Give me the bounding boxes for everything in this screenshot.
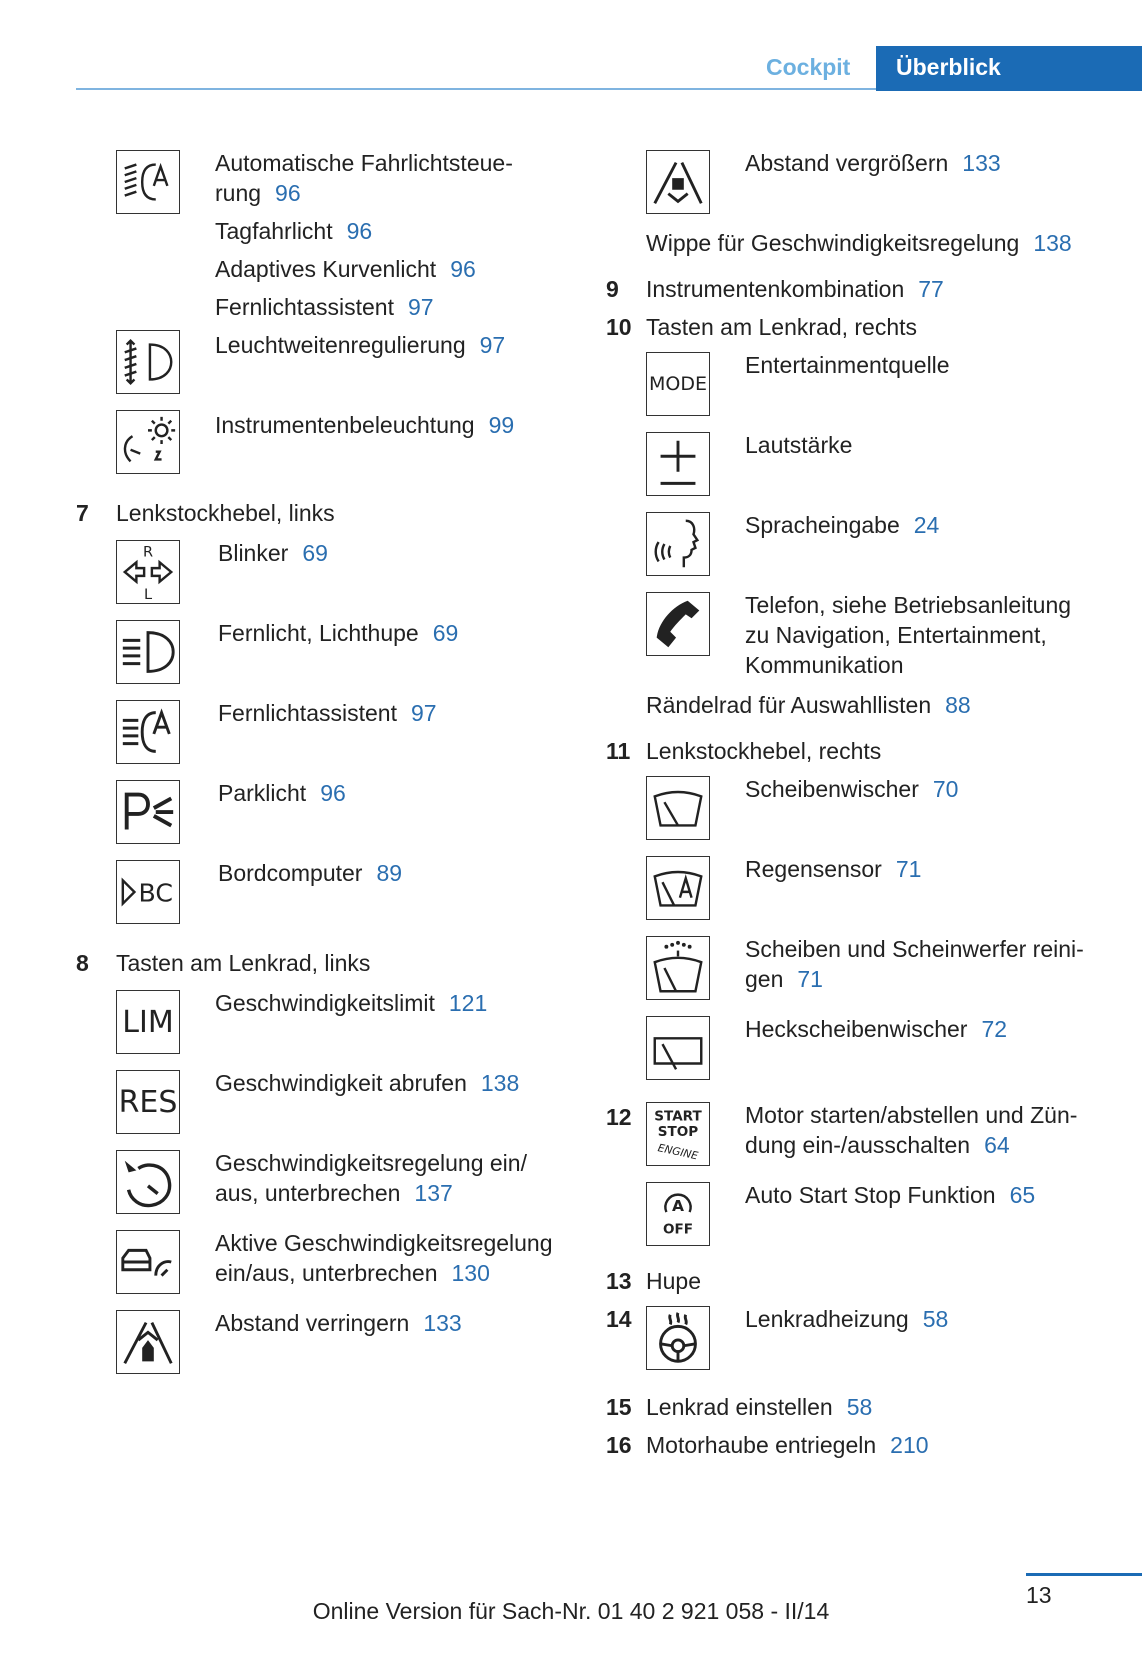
- section-number: 15: [606, 1394, 632, 1420]
- rain-sensor-icon: [646, 856, 710, 920]
- section-heading: Hupe: [646, 1268, 701, 1294]
- list-item: [215, 330, 505, 360]
- list-item: [745, 774, 958, 804]
- icon-text-start: START: [654, 1108, 702, 1125]
- page-ref[interactable]: 133: [962, 150, 1001, 176]
- item-label: gen: [745, 966, 784, 992]
- list-item: [215, 410, 514, 440]
- list-item: [218, 618, 458, 648]
- section-heading: Tasten am Lenkrad, links: [116, 950, 371, 976]
- item-label: Aktive Geschwindigkeitsregelung: [215, 1230, 553, 1256]
- voice-input-icon: [646, 512, 710, 576]
- headlight-range-icon: [116, 330, 180, 394]
- list-item: [745, 1180, 1035, 1210]
- item-label: ein/aus, unterbrechen: [215, 1260, 438, 1286]
- mode-icon: [646, 352, 710, 416]
- list-item: [745, 620, 1047, 650]
- page-ref[interactable]: 89: [376, 860, 403, 886]
- item-label: Geschwindigkeit abrufen: [215, 1070, 467, 1096]
- list-item: [745, 350, 950, 380]
- footer-text: Online Version für Sach-Nr. 01 40 2 921 058 - II/14: [312, 1598, 830, 1624]
- page-ref[interactable]: 99: [488, 412, 515, 438]
- section-heading: Tasten am Lenkrad, rechts: [646, 314, 918, 340]
- item-label: Blinker: [218, 540, 289, 566]
- steering-heating-icon: [646, 1306, 710, 1370]
- item-label: Rändelrad für Auswahllisten: [646, 692, 932, 718]
- bc-icon: [116, 860, 180, 924]
- icon-text-stop: STOP: [657, 1123, 699, 1140]
- start-stop-icon: [646, 1102, 710, 1166]
- list-item: [215, 292, 434, 322]
- list-item: [745, 854, 921, 884]
- page-ref[interactable]: 69: [302, 540, 328, 566]
- instrument-lighting-icon: [116, 410, 180, 474]
- auto-headlight-icon: [116, 150, 180, 214]
- page-ref[interactable]: 138: [1033, 230, 1072, 256]
- list-item: [215, 1178, 453, 1208]
- list-item: [646, 690, 971, 720]
- icon-letter-l: L: [143, 587, 153, 603]
- list-item: [218, 538, 328, 568]
- item-label: Geschwindigkeitsregelung ein/: [215, 1150, 527, 1176]
- list-item: [215, 1308, 462, 1338]
- page-ref[interactable]: 96: [346, 218, 373, 244]
- rear-wiper-icon: [646, 1016, 710, 1080]
- item-label: Fernlichtassistent: [215, 294, 394, 320]
- item-label: Lenkradheizung: [745, 1306, 909, 1332]
- high-beam-assist-icon: [116, 700, 180, 764]
- footer-rule: [1026, 1573, 1142, 1576]
- page-ref[interactable]: 24: [913, 512, 940, 538]
- item-label: Abstand vergrößern: [745, 150, 949, 176]
- item-label: Fernlicht, Lichthupe: [218, 620, 419, 646]
- item-label: rung: [215, 180, 262, 206]
- item-label: aus, unterbrechen: [215, 1180, 401, 1206]
- list-item: [745, 510, 939, 540]
- phone-icon: [646, 592, 710, 656]
- page-ref[interactable]: 64: [984, 1132, 1010, 1158]
- list-item: [215, 254, 476, 284]
- icon-text: LIM: [122, 1004, 174, 1040]
- list-item: [745, 1100, 1077, 1130]
- parking-light-icon: [116, 780, 180, 844]
- page-ref[interactable]: 138: [480, 1070, 520, 1096]
- item-label: zu Navigation, Entertainment,: [745, 622, 1047, 648]
- icon-letter-r: R: [142, 544, 154, 561]
- distance-decrease-icon: [116, 1310, 180, 1374]
- item-label: Scheibenwischer: [745, 776, 919, 802]
- list-item: [218, 858, 402, 888]
- item-label: Instrumentenkombination: [646, 276, 905, 302]
- list-item: [215, 178, 301, 208]
- volume-icon: [646, 432, 710, 496]
- item-label: Motorhaube entriegeln: [646, 1432, 877, 1458]
- item-label: Spracheingabe: [745, 512, 900, 538]
- list-item: [218, 698, 437, 728]
- list-item: [745, 650, 904, 680]
- item-label: Geschwindigkeitslimit: [215, 990, 435, 1016]
- page-ref[interactable]: 210: [890, 1432, 929, 1458]
- section-number: 9: [606, 276, 619, 302]
- icon-text-engine: ENGINE: [656, 1141, 700, 1163]
- item-label: Motor starten/abstellen und Zün-: [745, 1102, 1078, 1128]
- page-ref[interactable]: 65: [1009, 1182, 1036, 1208]
- item-label: Kommunikation: [745, 652, 904, 678]
- page-ref[interactable]: 97: [479, 332, 506, 358]
- page-ref[interactable]: 77: [918, 276, 944, 302]
- list-item: [745, 1014, 1007, 1044]
- page-ref[interactable]: 133: [423, 1310, 462, 1336]
- item-label: Parklicht: [218, 780, 307, 806]
- list-item: [745, 1130, 1010, 1160]
- section-number: 7: [76, 500, 89, 526]
- list-item: [745, 430, 852, 460]
- item-label: Heckscheibenwischer: [745, 1016, 968, 1042]
- section-number: 12: [606, 1104, 632, 1130]
- page-ref[interactable]: 96: [320, 780, 346, 806]
- icon-text: RES: [118, 1084, 178, 1120]
- res-icon: [116, 1070, 180, 1134]
- list-item: [215, 148, 513, 178]
- page-ref[interactable]: 137: [414, 1180, 453, 1206]
- item-label: Wippe für Geschwindigkeitsregelung: [646, 230, 1020, 256]
- list-item: [745, 590, 1071, 620]
- page-ref[interactable]: 69: [432, 620, 459, 646]
- item-label: Abstand verringern: [215, 1310, 410, 1336]
- list-item: [215, 1068, 519, 1098]
- chapter-tab: [876, 46, 1142, 91]
- item-label: Entertainmentquelle: [745, 352, 950, 378]
- page-ref[interactable]: 72: [981, 1016, 1008, 1042]
- page-ref[interactable]: 71: [797, 966, 823, 992]
- page-ref[interactable]: 58: [846, 1394, 873, 1420]
- list-item: [215, 988, 487, 1018]
- auto-start-stop-off-icon: [646, 1182, 710, 1246]
- list-item: [745, 934, 1084, 964]
- icon-text-a: A: [672, 1197, 684, 1216]
- section-number: 16: [606, 1432, 632, 1458]
- item-label: Lenkrad einstellen: [646, 1394, 833, 1420]
- item-label: dung ein-/ausschalten: [745, 1132, 971, 1158]
- list-item: [215, 216, 372, 246]
- item-label: Auto Start Stop Funktion: [745, 1182, 996, 1208]
- page-ref[interactable]: 121: [448, 990, 488, 1016]
- section-heading: [646, 274, 944, 304]
- chapter-title: Überblick: [896, 54, 1001, 80]
- lim-icon: [116, 990, 180, 1054]
- section-heading: [646, 1392, 872, 1422]
- item-label: Adaptives Kurvenlicht: [215, 256, 437, 282]
- page-ref[interactable]: 97: [407, 294, 434, 320]
- item-label: Leuchtweitenregulierung: [215, 332, 466, 358]
- distance-increase-icon: [646, 150, 710, 214]
- page-ref[interactable]: 97: [410, 700, 437, 726]
- item-label: Instrumentenbeleuchtung: [215, 412, 475, 438]
- header-rule: [76, 88, 876, 90]
- active-cruise-icon: [116, 1230, 180, 1294]
- icon-text: MODE: [649, 373, 707, 395]
- list-item: [646, 228, 1072, 258]
- page-ref[interactable]: 71: [895, 856, 922, 882]
- item-label: Tagfahrlicht: [215, 218, 333, 244]
- turn-signal-icon: [116, 540, 180, 604]
- section-number: 10: [606, 314, 632, 340]
- page-ref[interactable]: 88: [945, 692, 971, 718]
- list-item: [215, 1258, 490, 1288]
- washer-icon: [646, 936, 710, 1000]
- section-heading: [646, 1430, 929, 1460]
- item-label: Lautstärke: [745, 432, 853, 458]
- list-item: [218, 778, 346, 808]
- page-ref[interactable]: 96: [450, 256, 476, 282]
- item-label: Telefon, siehe Betriebsanleitung: [745, 592, 1072, 618]
- list-item: [215, 1228, 553, 1258]
- page-ref[interactable]: 130: [451, 1260, 490, 1286]
- page-number: 13: [1026, 1582, 1052, 1608]
- page-ref[interactable]: 70: [932, 776, 959, 802]
- high-beam-icon: [116, 620, 180, 684]
- section-number: 13: [606, 1268, 632, 1294]
- list-item: [745, 148, 1001, 178]
- cruise-control-icon: [116, 1150, 180, 1214]
- item-label: Fernlichtassistent: [218, 700, 397, 726]
- item-label: Bordcomputer: [218, 860, 363, 886]
- section-number: 8: [76, 950, 89, 976]
- section-number: 11: [606, 738, 631, 764]
- list-item: [215, 1148, 527, 1178]
- item-label: Automatische Fahrlichtsteue-: [215, 150, 513, 176]
- section-heading: Lenkstockhebel, links: [116, 500, 335, 526]
- icon-text: BC: [138, 878, 173, 908]
- list-item: [745, 1304, 948, 1334]
- page-ref[interactable]: 58: [922, 1306, 949, 1332]
- wiper-icon: [646, 776, 710, 840]
- page-ref[interactable]: 96: [275, 180, 301, 206]
- section-title: Cockpit: [766, 54, 851, 80]
- list-item: [745, 964, 823, 994]
- section-number: 14: [606, 1306, 632, 1332]
- item-label: Regensensor: [745, 856, 882, 882]
- section-heading: Lenkstockhebel, rechts: [646, 738, 882, 764]
- icon-text-off: OFF: [662, 1221, 694, 1238]
- item-label: Scheiben und Scheinwerfer reini-: [745, 936, 1084, 962]
